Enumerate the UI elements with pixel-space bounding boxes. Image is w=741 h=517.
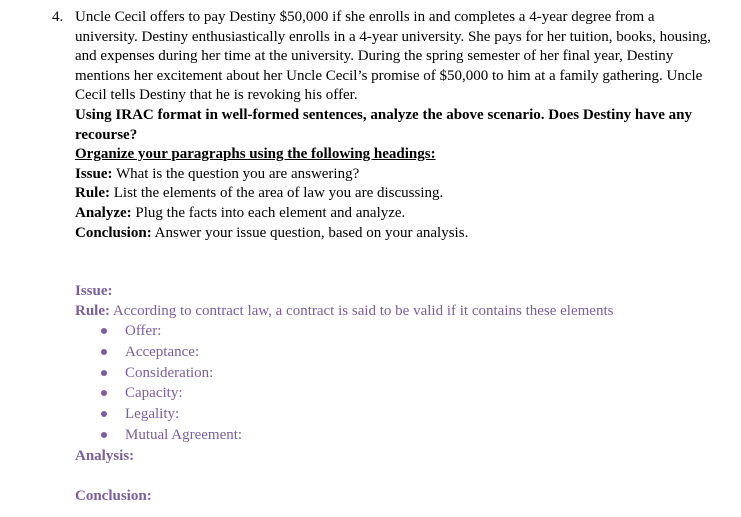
answer-analysis-label: Analysis:	[75, 447, 135, 464]
element-label: Mutual Agreement:	[125, 426, 243, 443]
list-item	[75, 383, 725, 404]
element-label: Consideration:	[125, 364, 214, 381]
element-label: Offer:	[125, 323, 162, 339]
list-item	[75, 321, 725, 342]
heading-text: What is the question you are answering?	[112, 165, 360, 182]
question-block	[75, 8, 715, 243]
answer-rule	[75, 301, 725, 321]
heading-label: Rule:	[75, 185, 110, 202]
answer-rule-label: Rule:	[75, 303, 110, 319]
list-item	[75, 425, 725, 446]
heading-label: Issue:	[75, 165, 113, 182]
element-label: Capacity:	[125, 385, 183, 402]
heading-label: Conclusion:	[75, 224, 152, 241]
answer-block	[75, 281, 725, 506]
list-item	[75, 404, 725, 425]
instruction-text: Using IRAC format in well-formed sentences, analyze the above scenario. Does Destiny have any recourse?	[75, 106, 693, 143]
heading-text: List the elements of the area of law you are discussing.	[110, 185, 444, 202]
bullet-icon	[101, 349, 107, 355]
headings-intro: Organize your paragraphs using the following headings:	[75, 146, 436, 163]
question-number: 4.	[52, 9, 64, 25]
heading-text: Plug the facts into each element and analyze.	[131, 204, 406, 221]
bullet-icon	[101, 432, 107, 438]
bullet-icon	[101, 411, 107, 417]
list-item	[75, 363, 725, 384]
heading-rule	[75, 184, 715, 204]
heading-text: Answer your issue question, based on your analysis.	[151, 224, 469, 241]
heading-analyze	[75, 204, 715, 224]
contract-elements-list	[75, 321, 725, 446]
heading-label: Analyze:	[75, 204, 132, 221]
answer-conclusion-label: Conclusion:	[75, 487, 152, 504]
scenario-text: Uncle Cecil offers to pay Destiny $50,000 if she enrolls in and completes a 4-year degree from a university. Destiny enthusiastically enrolls in a 4-year university. She pays for her tuition, books, housing, and expenses during her time at the university. During the spring semester of her final year, Destiny mentions her excitement about her Uncle Cecil’s promise of $50,000 to him at a family gathering. Uncle Cecil tells Destiny that he is revoking his offer.	[75, 9, 711, 104]
list-item	[75, 342, 725, 363]
answer-rule-text: According to contract law, a contract is said to be valid if it contains these elements	[110, 303, 614, 319]
heading-issue	[75, 165, 715, 185]
element-label: Acceptance:	[125, 343, 200, 360]
element-label: Legality:	[125, 406, 180, 423]
answer-issue-label: Issue:	[75, 283, 113, 299]
bullet-icon	[101, 370, 107, 376]
bullet-icon	[101, 390, 107, 396]
heading-conclusion	[75, 224, 715, 244]
bullet-icon	[101, 328, 107, 334]
